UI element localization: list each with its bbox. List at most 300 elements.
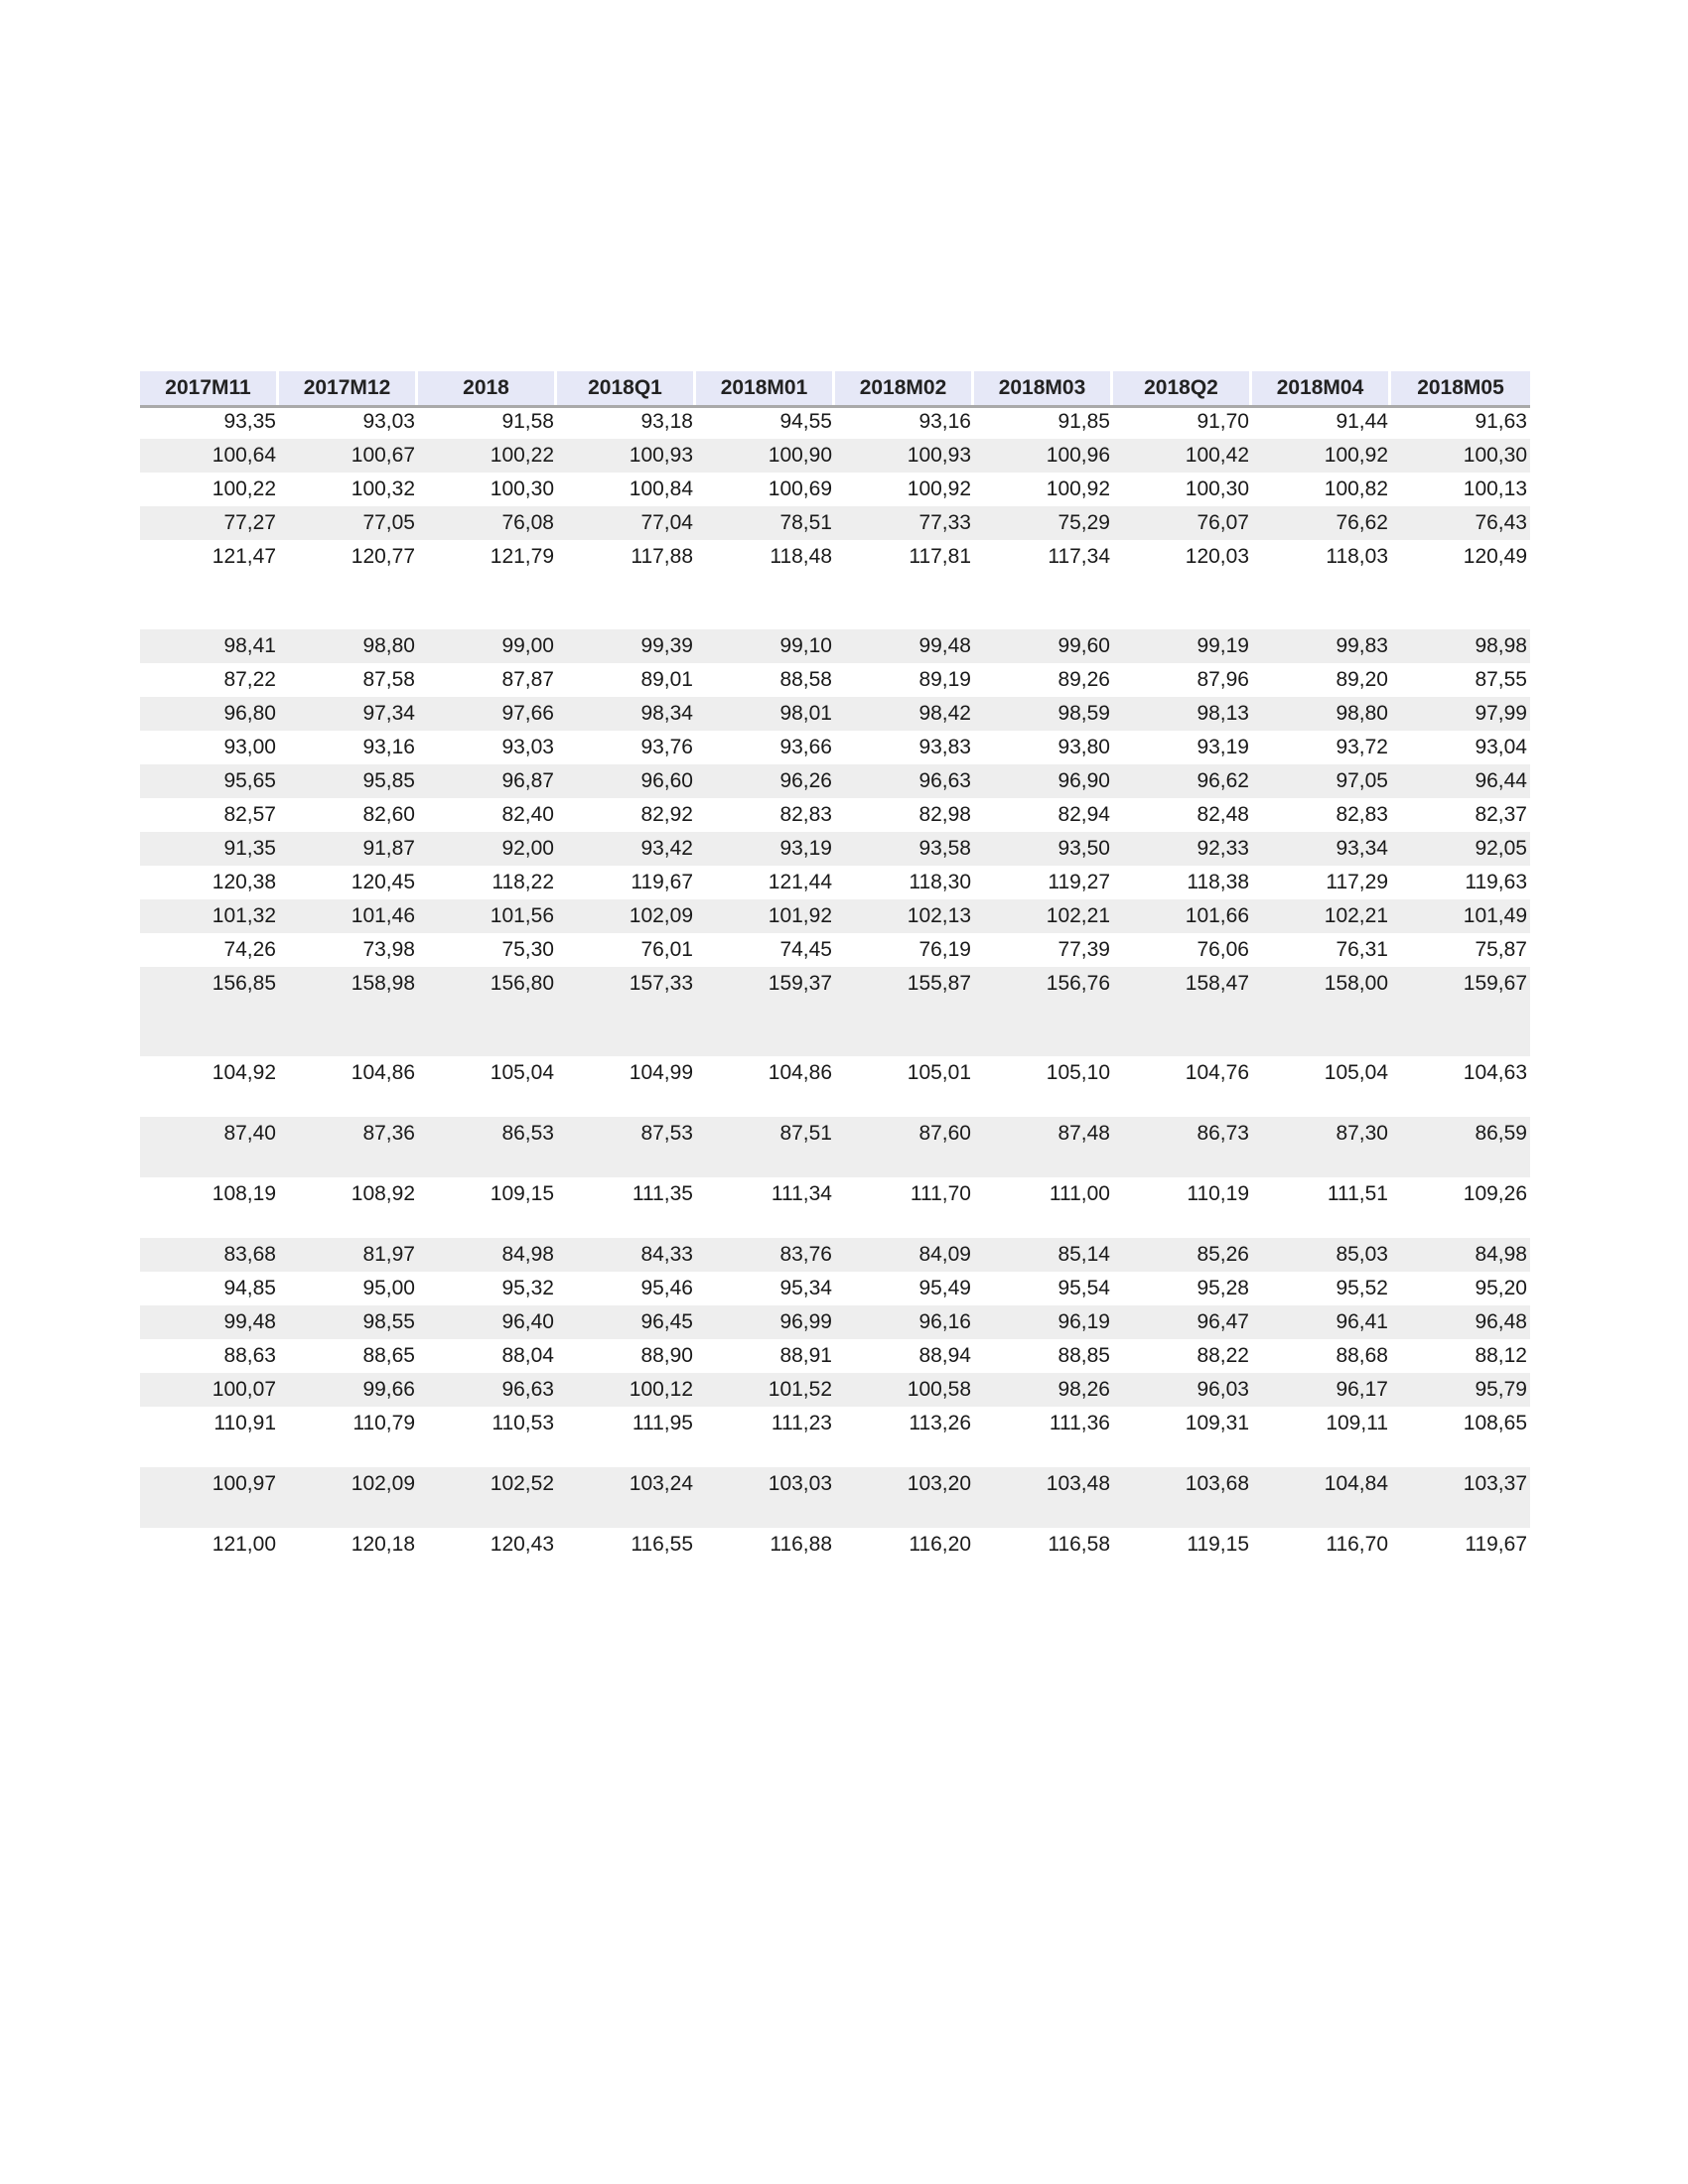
table-cell: 88,91 bbox=[779, 1344, 832, 1367]
table-cell: 76,08 bbox=[501, 511, 554, 534]
table-cell: 93,83 bbox=[918, 736, 971, 758]
table-cell: 92,33 bbox=[1196, 837, 1249, 860]
table-cell: 98,34 bbox=[640, 702, 693, 725]
table-cell: 82,98 bbox=[918, 803, 971, 826]
table-cell: 87,58 bbox=[362, 668, 415, 691]
table-cell: 100,69 bbox=[768, 478, 832, 500]
table-cell: 100,30 bbox=[1463, 444, 1527, 467]
table-cell: 111,35 bbox=[632, 1182, 693, 1205]
table-cell: 95,00 bbox=[362, 1277, 415, 1299]
table-cell: 116,70 bbox=[1326, 1533, 1388, 1556]
table-cell: 89,26 bbox=[1057, 668, 1110, 691]
table-cell: 99,00 bbox=[501, 634, 554, 657]
table-cell: 111,34 bbox=[771, 1182, 832, 1205]
table-cell: 88,04 bbox=[501, 1344, 554, 1367]
table-cell: 84,98 bbox=[1475, 1243, 1527, 1266]
table-cell: 96,44 bbox=[1475, 769, 1527, 792]
table-cell: 97,34 bbox=[362, 702, 415, 725]
table-cell: 100,13 bbox=[1463, 478, 1527, 500]
table-cell: 76,43 bbox=[1475, 511, 1527, 534]
table-cell: 77,27 bbox=[223, 511, 276, 534]
table-cell: 91,70 bbox=[1196, 410, 1249, 433]
table-cell: 102,21 bbox=[1324, 904, 1388, 927]
table-cell: 117,34 bbox=[1048, 545, 1110, 568]
table-cell: 96,47 bbox=[1196, 1310, 1249, 1333]
table-cell: 117,88 bbox=[631, 545, 693, 568]
table-cell: 84,98 bbox=[501, 1243, 554, 1266]
table-cell: 102,21 bbox=[1046, 904, 1110, 927]
table-cell: 78,51 bbox=[779, 511, 832, 534]
table-cell: 93,76 bbox=[640, 736, 693, 758]
table-cell: 77,04 bbox=[640, 511, 693, 534]
table-cell: 108,65 bbox=[1463, 1412, 1527, 1434]
table-cell: 99,48 bbox=[223, 1310, 276, 1333]
table-cell: 83,76 bbox=[779, 1243, 832, 1266]
table-cell: 120,49 bbox=[1463, 545, 1527, 568]
table-cell: 86,59 bbox=[1475, 1122, 1527, 1145]
table-cell: 81,97 bbox=[362, 1243, 415, 1266]
table-cell: 95,46 bbox=[640, 1277, 693, 1299]
table-cell: 159,67 bbox=[1463, 972, 1527, 995]
table-row bbox=[140, 473, 1530, 506]
table-cell: 93,18 bbox=[640, 410, 693, 433]
table-cell: 105,04 bbox=[490, 1061, 554, 1084]
table-cell: 101,92 bbox=[768, 904, 832, 927]
table-cell: 98,26 bbox=[1057, 1378, 1110, 1401]
table-cell: 100,93 bbox=[629, 444, 693, 467]
table-cell: 100,12 bbox=[629, 1378, 693, 1401]
table-row bbox=[140, 933, 1530, 967]
table-cell: 105,01 bbox=[907, 1061, 971, 1084]
table-cell: 104,86 bbox=[351, 1061, 415, 1084]
table-cell: 93,58 bbox=[918, 837, 971, 860]
table-cell: 96,19 bbox=[1057, 1310, 1110, 1333]
table-cell: 76,19 bbox=[918, 938, 971, 961]
table-cell: 121,79 bbox=[490, 545, 554, 568]
table-row bbox=[140, 1056, 1530, 1117]
table-cell: 75,30 bbox=[501, 938, 554, 961]
table-cell: 95,32 bbox=[501, 1277, 554, 1299]
table-cell: 104,84 bbox=[1324, 1472, 1388, 1495]
table-cell: 109,31 bbox=[1185, 1412, 1249, 1434]
table-row bbox=[140, 1339, 1530, 1373]
table-cell: 119,67 bbox=[1465, 1533, 1527, 1556]
table-cell: 88,85 bbox=[1057, 1344, 1110, 1367]
table-cell: 158,47 bbox=[1185, 972, 1249, 995]
table-cell: 100,92 bbox=[1046, 478, 1110, 500]
table-cell: 82,60 bbox=[362, 803, 415, 826]
table-cell: 100,92 bbox=[907, 478, 971, 500]
table-cell: 108,19 bbox=[211, 1182, 276, 1205]
data-table bbox=[140, 371, 1530, 1556]
table-cell: 82,83 bbox=[779, 803, 832, 826]
table-cell: 104,99 bbox=[629, 1061, 693, 1084]
column-header: 2017M12 bbox=[279, 371, 418, 405]
table-cell: 118,30 bbox=[909, 871, 971, 893]
table-cell: 100,67 bbox=[351, 444, 415, 467]
table-row bbox=[140, 1272, 1530, 1305]
table-cell: 87,22 bbox=[223, 668, 276, 691]
table-cell: 98,13 bbox=[1196, 702, 1249, 725]
table-cell: 86,73 bbox=[1196, 1122, 1249, 1145]
table-header bbox=[140, 371, 1530, 408]
table-cell: 84,33 bbox=[640, 1243, 693, 1266]
table-cell: 101,66 bbox=[1185, 904, 1249, 927]
table-cell: 100,07 bbox=[211, 1378, 276, 1401]
table-cell: 93,04 bbox=[1475, 736, 1527, 758]
table-cell: 101,46 bbox=[351, 904, 415, 927]
table-cell: 88,12 bbox=[1475, 1344, 1527, 1367]
table-row bbox=[140, 798, 1530, 832]
table-row bbox=[140, 731, 1530, 764]
table-cell: 118,38 bbox=[1187, 871, 1249, 893]
table-cell: 103,24 bbox=[629, 1472, 693, 1495]
table-cell: 96,90 bbox=[1057, 769, 1110, 792]
table-cell: 121,00 bbox=[211, 1533, 276, 1556]
table-cell: 110,91 bbox=[213, 1412, 276, 1434]
table-cell: 119,27 bbox=[1048, 871, 1110, 893]
table-cell: 121,44 bbox=[768, 871, 832, 893]
table-cell: 85,14 bbox=[1057, 1243, 1110, 1266]
table-cell: 98,41 bbox=[223, 634, 276, 657]
table-cell: 82,57 bbox=[223, 803, 276, 826]
table-cell: 96,99 bbox=[779, 1310, 832, 1333]
table-row bbox=[140, 1238, 1530, 1272]
table-row bbox=[140, 405, 1530, 439]
table-cell: 111,95 bbox=[632, 1412, 693, 1434]
table-cell: 110,19 bbox=[1187, 1182, 1249, 1205]
table-cell: 91,63 bbox=[1475, 410, 1527, 433]
table-cell: 93,72 bbox=[1336, 736, 1388, 758]
table-cell: 119,67 bbox=[631, 871, 693, 893]
table-cell: 101,32 bbox=[211, 904, 276, 927]
table-cell: 104,63 bbox=[1463, 1061, 1527, 1084]
table-cell: 158,00 bbox=[1324, 972, 1388, 995]
table-cell: 103,37 bbox=[1463, 1472, 1527, 1495]
column-header: 2018 bbox=[418, 371, 557, 405]
table-cell: 95,34 bbox=[779, 1277, 832, 1299]
table-cell: 116,88 bbox=[770, 1533, 832, 1556]
table-cell: 159,37 bbox=[768, 972, 832, 995]
table-cell: 82,37 bbox=[1475, 803, 1527, 826]
table-cell: 111,36 bbox=[1049, 1412, 1110, 1434]
table-cell: 109,11 bbox=[1326, 1412, 1388, 1434]
table-cell: 88,94 bbox=[918, 1344, 971, 1367]
table-cell: 120,77 bbox=[351, 545, 415, 568]
table-cell: 98,59 bbox=[1057, 702, 1110, 725]
table-cell: 95,85 bbox=[362, 769, 415, 792]
table-row bbox=[140, 866, 1530, 899]
table-cell: 76,01 bbox=[640, 938, 693, 961]
table-cell: 110,79 bbox=[352, 1412, 415, 1434]
table-cell: 93,35 bbox=[223, 410, 276, 433]
table-cell: 93,19 bbox=[779, 837, 832, 860]
table-cell: 100,84 bbox=[629, 478, 693, 500]
table-cell: 97,66 bbox=[501, 702, 554, 725]
table-row bbox=[140, 1117, 1530, 1177]
table-cell: 100,96 bbox=[1046, 444, 1110, 467]
table-cell: 87,55 bbox=[1475, 668, 1527, 691]
table-cell: 91,44 bbox=[1336, 410, 1388, 433]
table-row bbox=[140, 439, 1530, 473]
table-cell: 99,60 bbox=[1057, 634, 1110, 657]
table-cell: 93,00 bbox=[223, 736, 276, 758]
column-header: 2018M03 bbox=[974, 371, 1113, 405]
table-cell: 120,45 bbox=[351, 871, 415, 893]
table-cell: 104,86 bbox=[768, 1061, 832, 1084]
table-row bbox=[140, 697, 1530, 731]
table-cell: 77,39 bbox=[1057, 938, 1110, 961]
table-cell: 92,05 bbox=[1475, 837, 1527, 860]
table-cell: 76,31 bbox=[1336, 938, 1388, 961]
table-row bbox=[140, 1467, 1530, 1528]
table-cell: 117,29 bbox=[1326, 871, 1388, 893]
table-cell: 99,19 bbox=[1196, 634, 1249, 657]
table-cell: 100,58 bbox=[907, 1378, 971, 1401]
table-row bbox=[140, 832, 1530, 866]
table-cell: 108,92 bbox=[351, 1182, 415, 1205]
table-cell: 98,80 bbox=[362, 634, 415, 657]
table-cell: 101,56 bbox=[490, 904, 554, 927]
table-cell: 101,49 bbox=[1463, 904, 1527, 927]
table-row bbox=[140, 1407, 1530, 1467]
table-cell: 93,50 bbox=[1057, 837, 1110, 860]
table-cell: 99,48 bbox=[918, 634, 971, 657]
table-cell: 96,16 bbox=[918, 1310, 971, 1333]
table-cell: 120,18 bbox=[351, 1533, 415, 1556]
table-cell: 82,48 bbox=[1196, 803, 1249, 826]
table-cell: 104,92 bbox=[211, 1061, 276, 1084]
column-header: 2018M04 bbox=[1252, 371, 1391, 405]
table-cell: 100,42 bbox=[1185, 444, 1249, 467]
table-cell: 83,68 bbox=[223, 1243, 276, 1266]
table-cell: 118,48 bbox=[770, 545, 832, 568]
table-cell: 82,40 bbox=[501, 803, 554, 826]
table-cell: 87,96 bbox=[1196, 668, 1249, 691]
table-row bbox=[140, 1177, 1530, 1238]
table-cell: 97,99 bbox=[1475, 702, 1527, 725]
table-cell: 87,40 bbox=[223, 1122, 276, 1145]
table-cell: 73,98 bbox=[362, 938, 415, 961]
table-cell: 77,05 bbox=[362, 511, 415, 534]
table-row bbox=[140, 967, 1530, 1056]
table-cell: 93,19 bbox=[1196, 736, 1249, 758]
table-row bbox=[140, 629, 1530, 663]
table-cell: 97,05 bbox=[1336, 769, 1388, 792]
table-row bbox=[140, 764, 1530, 798]
table-cell: 88,68 bbox=[1336, 1344, 1388, 1367]
table-cell: 116,55 bbox=[631, 1533, 693, 1556]
table-cell: 103,48 bbox=[1046, 1472, 1110, 1495]
table-cell: 100,64 bbox=[211, 444, 276, 467]
table-cell: 96,63 bbox=[918, 769, 971, 792]
table-cell: 96,63 bbox=[501, 1378, 554, 1401]
table-cell: 82,92 bbox=[640, 803, 693, 826]
table-cell: 98,55 bbox=[362, 1310, 415, 1333]
table-cell: 82,94 bbox=[1057, 803, 1110, 826]
table-cell: 75,29 bbox=[1057, 511, 1110, 534]
table-cell: 87,36 bbox=[362, 1122, 415, 1145]
table-cell: 93,80 bbox=[1057, 736, 1110, 758]
table-cell: 96,41 bbox=[1336, 1310, 1388, 1333]
table-cell: 116,20 bbox=[909, 1533, 971, 1556]
table-cell: 96,60 bbox=[640, 769, 693, 792]
table-row bbox=[140, 1528, 1530, 1562]
table-cell: 94,85 bbox=[223, 1277, 276, 1299]
table-cell: 117,81 bbox=[909, 545, 971, 568]
table-cell: 76,07 bbox=[1196, 511, 1249, 534]
table-cell: 102,52 bbox=[490, 1472, 554, 1495]
table-cell: 89,01 bbox=[640, 668, 693, 691]
table-cell: 85,26 bbox=[1196, 1243, 1249, 1266]
table-cell: 92,00 bbox=[501, 837, 554, 860]
table-cell: 95,79 bbox=[1475, 1378, 1527, 1401]
table-cell: 84,09 bbox=[918, 1243, 971, 1266]
column-header: 2018M05 bbox=[1391, 371, 1530, 405]
table-cell: 95,65 bbox=[223, 769, 276, 792]
table-cell: 88,63 bbox=[223, 1344, 276, 1367]
table-cell: 88,90 bbox=[640, 1344, 693, 1367]
column-header: 2018Q1 bbox=[557, 371, 696, 405]
table-cell: 99,10 bbox=[779, 634, 832, 657]
table-cell: 95,52 bbox=[1336, 1277, 1388, 1299]
table-cell: 91,58 bbox=[501, 410, 554, 433]
table-cell: 95,54 bbox=[1057, 1277, 1110, 1299]
table-cell: 100,30 bbox=[1185, 478, 1249, 500]
table-cell: 100,30 bbox=[490, 478, 554, 500]
table-cell: 89,19 bbox=[918, 668, 971, 691]
table-cell: 156,85 bbox=[211, 972, 276, 995]
table-cell: 100,93 bbox=[907, 444, 971, 467]
table-cell: 105,10 bbox=[1046, 1061, 1110, 1084]
table-cell: 89,20 bbox=[1336, 668, 1388, 691]
table-cell: 85,03 bbox=[1336, 1243, 1388, 1266]
table-cell: 95,28 bbox=[1196, 1277, 1249, 1299]
table-cell: 87,60 bbox=[918, 1122, 971, 1145]
table-row bbox=[140, 663, 1530, 697]
table-cell: 111,70 bbox=[910, 1182, 971, 1205]
table-cell: 91,85 bbox=[1057, 410, 1110, 433]
table-cell: 95,20 bbox=[1475, 1277, 1527, 1299]
column-header: 2018Q2 bbox=[1113, 371, 1252, 405]
table-cell: 93,34 bbox=[1336, 837, 1388, 860]
table-cell: 88,65 bbox=[362, 1344, 415, 1367]
table-cell: 88,22 bbox=[1196, 1344, 1249, 1367]
table-cell: 82,83 bbox=[1336, 803, 1388, 826]
table-cell: 91,35 bbox=[223, 837, 276, 860]
table-cell: 93,03 bbox=[362, 410, 415, 433]
table-cell: 74,26 bbox=[223, 938, 276, 961]
table-cell: 157,33 bbox=[629, 972, 693, 995]
table-cell: 98,98 bbox=[1475, 634, 1527, 657]
table-cell: 98,01 bbox=[779, 702, 832, 725]
table-cell: 98,80 bbox=[1336, 702, 1388, 725]
table-cell: 76,06 bbox=[1196, 938, 1249, 961]
table-cell: 116,58 bbox=[1048, 1533, 1110, 1556]
table-cell: 100,97 bbox=[211, 1472, 276, 1495]
table-cell: 75,87 bbox=[1475, 938, 1527, 961]
table-row bbox=[140, 1305, 1530, 1339]
table-cell: 109,15 bbox=[490, 1182, 554, 1205]
table-row bbox=[140, 899, 1530, 933]
table-cell: 93,42 bbox=[640, 837, 693, 860]
table-cell: 120,03 bbox=[1185, 545, 1249, 568]
table-cell: 155,87 bbox=[907, 972, 971, 995]
table-cell: 104,76 bbox=[1185, 1061, 1249, 1084]
table-cell: 96,48 bbox=[1475, 1310, 1527, 1333]
table-cell: 99,83 bbox=[1336, 634, 1388, 657]
table-cell: 99,66 bbox=[362, 1378, 415, 1401]
table-cell: 93,16 bbox=[918, 410, 971, 433]
table-cell: 100,90 bbox=[768, 444, 832, 467]
table-cell: 74,45 bbox=[779, 938, 832, 961]
table-cell: 113,26 bbox=[909, 1412, 971, 1434]
table-cell: 119,15 bbox=[1187, 1533, 1249, 1556]
table-cell: 93,16 bbox=[362, 736, 415, 758]
table-cell: 96,45 bbox=[640, 1310, 693, 1333]
table-cell: 96,17 bbox=[1336, 1378, 1388, 1401]
table-cell: 103,20 bbox=[907, 1472, 971, 1495]
table-cell: 87,48 bbox=[1057, 1122, 1110, 1145]
table-cell: 100,92 bbox=[1324, 444, 1388, 467]
table-cell: 86,53 bbox=[501, 1122, 554, 1145]
column-header: 2018M02 bbox=[835, 371, 974, 405]
table-cell: 100,22 bbox=[490, 444, 554, 467]
table-cell: 102,13 bbox=[907, 904, 971, 927]
table-cell: 100,32 bbox=[351, 478, 415, 500]
table-cell: 96,03 bbox=[1196, 1378, 1249, 1401]
table-cell: 100,82 bbox=[1324, 478, 1388, 500]
table-cell: 118,22 bbox=[492, 871, 554, 893]
table-cell: 93,03 bbox=[501, 736, 554, 758]
table-cell: 95,49 bbox=[918, 1277, 971, 1299]
table-cell: 101,52 bbox=[768, 1378, 832, 1401]
table-cell: 118,03 bbox=[1326, 545, 1388, 568]
table-cell: 103,03 bbox=[768, 1472, 832, 1495]
table-cell: 87,87 bbox=[501, 668, 554, 691]
table-cell: 99,39 bbox=[640, 634, 693, 657]
table-cell: 96,40 bbox=[501, 1310, 554, 1333]
table-cell: 98,42 bbox=[918, 702, 971, 725]
table-cell: 91,87 bbox=[362, 837, 415, 860]
table-cell: 87,51 bbox=[779, 1122, 832, 1145]
column-header: 2018M01 bbox=[696, 371, 835, 405]
table-cell: 156,80 bbox=[490, 972, 554, 995]
table-cell: 87,53 bbox=[640, 1122, 693, 1145]
table-cell: 102,09 bbox=[629, 904, 693, 927]
table-cell: 120,38 bbox=[211, 871, 276, 893]
table-cell: 96,62 bbox=[1196, 769, 1249, 792]
table-cell: 87,30 bbox=[1336, 1122, 1388, 1145]
table-cell: 94,55 bbox=[779, 410, 832, 433]
table-cell: 96,80 bbox=[223, 702, 276, 725]
table-cell: 109,26 bbox=[1463, 1182, 1527, 1205]
table-row bbox=[140, 540, 1530, 574]
table-cell: 96,26 bbox=[779, 769, 832, 792]
table-cell: 77,33 bbox=[918, 511, 971, 534]
table-cell: 156,76 bbox=[1046, 972, 1110, 995]
table-row bbox=[140, 1373, 1530, 1407]
table-cell: 111,00 bbox=[1049, 1182, 1110, 1205]
table-cell: 102,09 bbox=[351, 1472, 415, 1495]
table-cell: 103,68 bbox=[1185, 1472, 1249, 1495]
table-cell: 111,23 bbox=[771, 1412, 832, 1434]
table-cell: 96,87 bbox=[501, 769, 554, 792]
table-cell: 111,51 bbox=[1327, 1182, 1388, 1205]
table-cell: 121,47 bbox=[211, 545, 276, 568]
table-cell: 100,22 bbox=[211, 478, 276, 500]
table-cell: 93,66 bbox=[779, 736, 832, 758]
